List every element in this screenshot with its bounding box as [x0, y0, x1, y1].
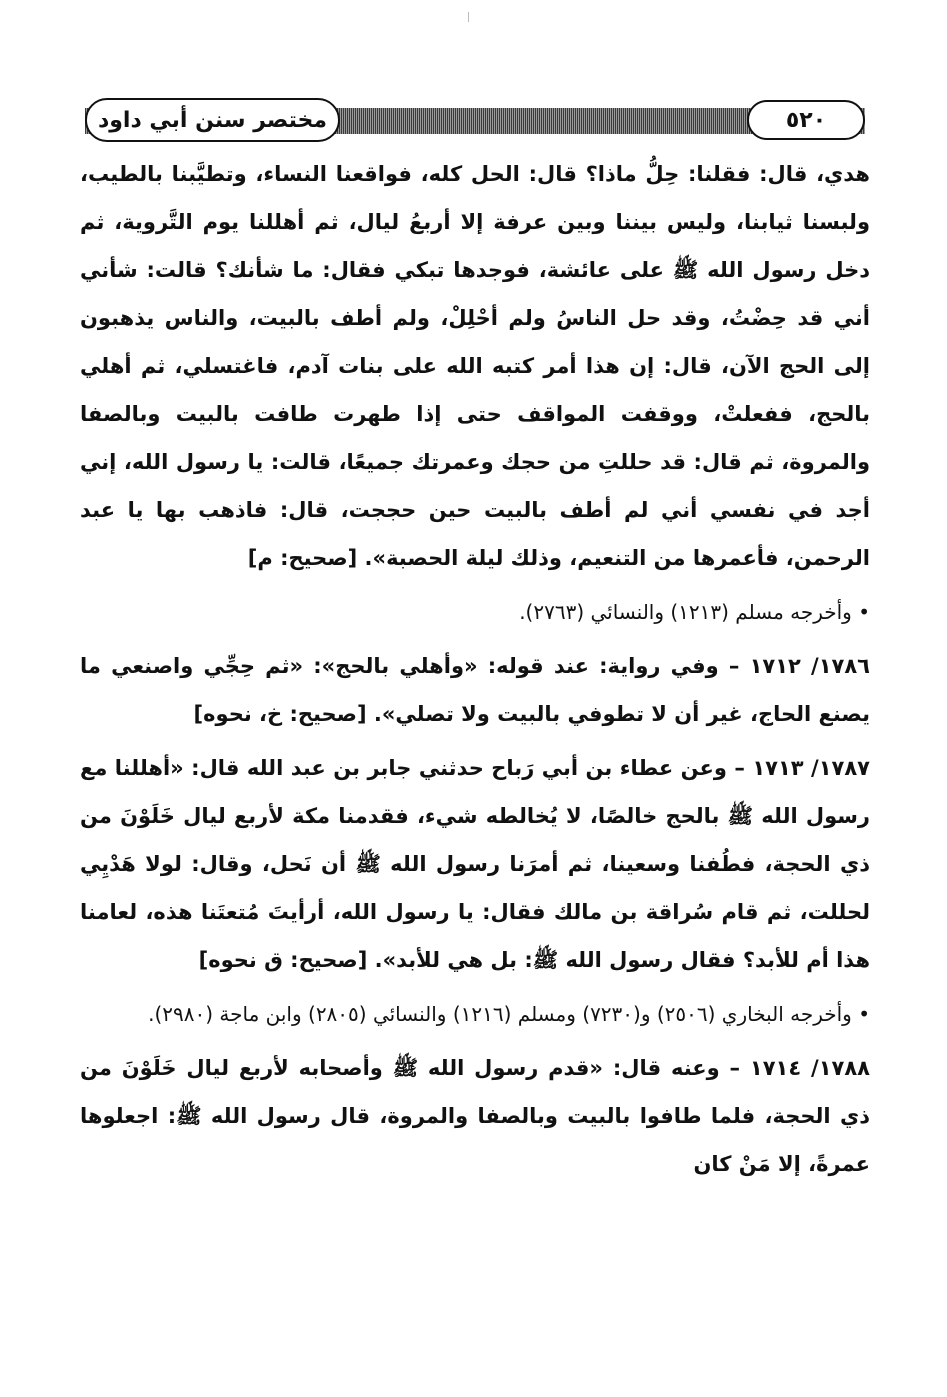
running-header — [85, 98, 865, 144]
hadith-paragraph-1786: ١٧٨٦/ ١٧١٢ – وفي رواية: عند قوله: «وأهلي بالحج»: «ثم حِجِّي واصنعي ما يصنع الحاج، غير أن لا تطوفي بالبيت ولا تصلي». [صحيح: خ، نحوه] — [80, 654, 870, 726]
page-body — [80, 150, 870, 1188]
page-number-frame — [747, 100, 865, 140]
hadith-paragraph-1788: ١٧٨٨/ ١٧١٤ – وعنه قال: «قدم رسول الله ﷺ وأصحابه لأربع ليال خَلَوْنَ من ذي الحجة، فلما طافوا بالبيت وبالصفا والمروة، قال رسول الله ﷺ: اجعلوها عمرةً، إلا مَنْ كان — [80, 1056, 870, 1176]
hadith-paragraph-1787: ١٧٨٧/ ١٧١٣ – وعن عطاء بن أبي رَباح حدثني جابر بن عبد الله قال: «أهللنا مع رسول الله ﷺ بالحج خالصًا، لا يُخالطه شيء، فقدمنا مكة لأربع ليال خَلَوْنَ من ذي الحجة، فطُفنا وسعينا، ثم أمرَنا رسول الله ﷺ أن نَحل، وقال: لولا هَدْيِي لحللت، ثم قام سُراقة بن مالك فقال: يا رسول الله، أرأيتَ مُتعتَنا هذه، لعامنا هذا أم للأبد؟ فقال رسول الله ﷺ: بل هي للأبد». [صحيح: ق نحوه] — [80, 756, 870, 972]
scan-mark — [468, 12, 469, 22]
hadith-continuation-paragraph: هدي، قال: فقلنا: حِلُّ ماذا؟ قال: الحل كله، فواقعنا النساء، وتطيَّبنا بالطيب، ولبسنا ثيابنا، وليس بيننا وبين عرفة إلا أربعُ ليال، ثم أهللنا يوم التَّروية، ثم دخل رسول الله ﷺ على عائشة، فوجدها تبكي فقال: ما شأنك؟ قالت: شأني أني قد حِضْتُ، وقد حل الناسُ ولم أحْلِلْ، ولم أطف بالبيت، والناس يذهبون إلى الحج الآن، قال: إن هذا أمر كتبه الله على بنات آدم، فاغتسلي، ثم أهلي بالحج، ففعلتْ، ووقفت المواقف حتى إذا طهرت طافت بالبيت وبالصفا والمروة، ثم قال: قد حللتِ من حجك وعمرتك جميعًا، قالت: يا رسول الله، إني أجد في نفسي أني لم أطف بالبيت حين حججت، قال: فاذهب بها يا عبد الرحمن، فأعمرها من التنعيم، وذلك ليلة الحصبة». [صحيح: م] — [80, 162, 870, 570]
takhrij-note: • وأخرجه مسلم (١٢١٣) والنسائي (٢٧٦٣). — [519, 600, 870, 624]
book-title: مختصر سنن أبي داود — [97, 107, 328, 133]
header-title-frame — [85, 98, 340, 142]
page-number: ٥٢٠ — [785, 107, 827, 133]
takhrij-note: • وأخرجه البخاري (٢٥٠٦) و(٧٢٣٠) ومسلم (١٢١٦) والنسائي (٢٨٠٥) وابن ماجة (٢٩٨٠). — [148, 1002, 870, 1026]
